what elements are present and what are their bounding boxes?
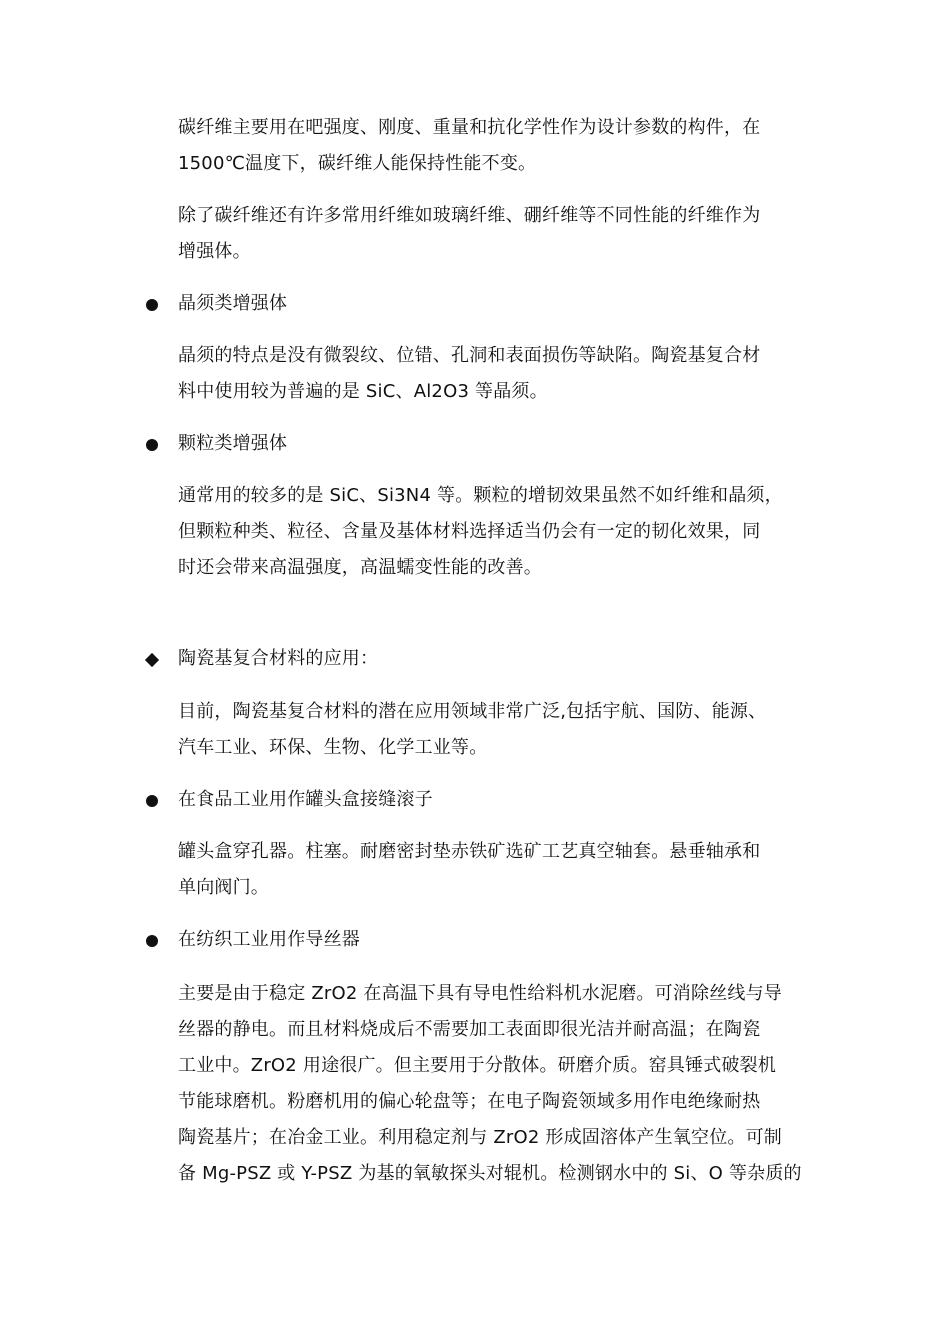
- section-heading: 陶瓷基复合材料的应用：: [178, 648, 379, 669]
- diamond-bullet-icon: [145, 653, 159, 667]
- bullet-heading: 颗粒类增强体: [178, 433, 288, 454]
- paragraph-line: 碳纤维主要用在吧强度、刚度、重量和抗化学性作为设计参数的构件，在: [178, 117, 761, 138]
- bullet-heading: 在纺织工业用作导丝器: [178, 929, 360, 950]
- paragraph-line: 目前，陶瓷基复合材料的潜在应用领域非常广泛,包括宇航、国防、能源、: [178, 701, 767, 722]
- paragraph-line: 节能球磨机。粉磨机用的偏心轮盘等；在电子陶瓷领域多用作电绝缘耐热: [178, 1091, 761, 1112]
- paragraph-line: 主要是由于稳定 ZrO2 在高温下具有导电性给料机水泥磨。可消除丝线与导: [178, 983, 782, 1004]
- paragraph-line: 料中使用较为普遍的是 SiC、Al2O3 等晶须。: [178, 381, 548, 402]
- bullet-dot-icon: [145, 438, 159, 452]
- paragraph-line: 增强体。: [178, 241, 251, 262]
- bullet-dot-icon: [145, 794, 159, 808]
- paragraph-line: 汽车工业、环保、生物、化学工业等。: [178, 737, 488, 758]
- paragraph-line: 通常用的较多的是 SiC、Si3N4 等。颗粒的增韧效果虽然不如纤维和晶须，: [178, 485, 783, 506]
- bullet-heading: 晶须类增强体: [178, 293, 288, 314]
- paragraph-line: 时还会带来高温强度，高温蠕变性能的改善。: [178, 557, 542, 578]
- paragraph-line: 工业中。ZrO2 用途很广。但主要用于分散体。研磨介质。窑具锤式破裂机: [178, 1055, 777, 1076]
- paragraph-line: 1500℃温度下，碳纤维人能保持性能不变。: [178, 153, 537, 174]
- paragraph-line: 单向阀门。: [178, 877, 269, 898]
- bullet-dot-icon: [145, 934, 159, 948]
- paragraph-line: 丝器的静电。而且材料烧成后不需要加工表面即很光洁并耐高温；在陶瓷: [178, 1019, 761, 1040]
- bullet-dot-icon: [145, 298, 159, 312]
- paragraph-line: 除了碳纤维还有许多常用纤维如玻璃纤维、硼纤维等不同性能的纤维作为: [178, 205, 761, 226]
- paragraph-line: 罐头盒穿孔器。柱塞。耐磨密封垫赤铁矿选矿工艺真空轴套。悬垂轴承和: [178, 841, 761, 862]
- paragraph-line: 晶须的特点是没有微裂纹、位错、孔洞和表面损伤等缺陷。陶瓷基复合材: [178, 345, 761, 366]
- paragraph-line: 备 Mg-PSZ 或 Y-PSZ 为基的氧敏探头对辊机。检测钢水中的 Si、O 等杂质的: [178, 1163, 802, 1184]
- paragraph-line: 陶瓷基片；在冶金工业。利用稳定剂与 ZrO2 形成固溶体产生氧空位。可制: [178, 1127, 782, 1148]
- paragraph-line: 但颗粒种类、粒径、含量及基体材料选择适当仍会有一定的韧化效果，同: [178, 521, 761, 542]
- bullet-heading: 在食品工业用作罐头盒接缝滚子: [178, 789, 433, 810]
